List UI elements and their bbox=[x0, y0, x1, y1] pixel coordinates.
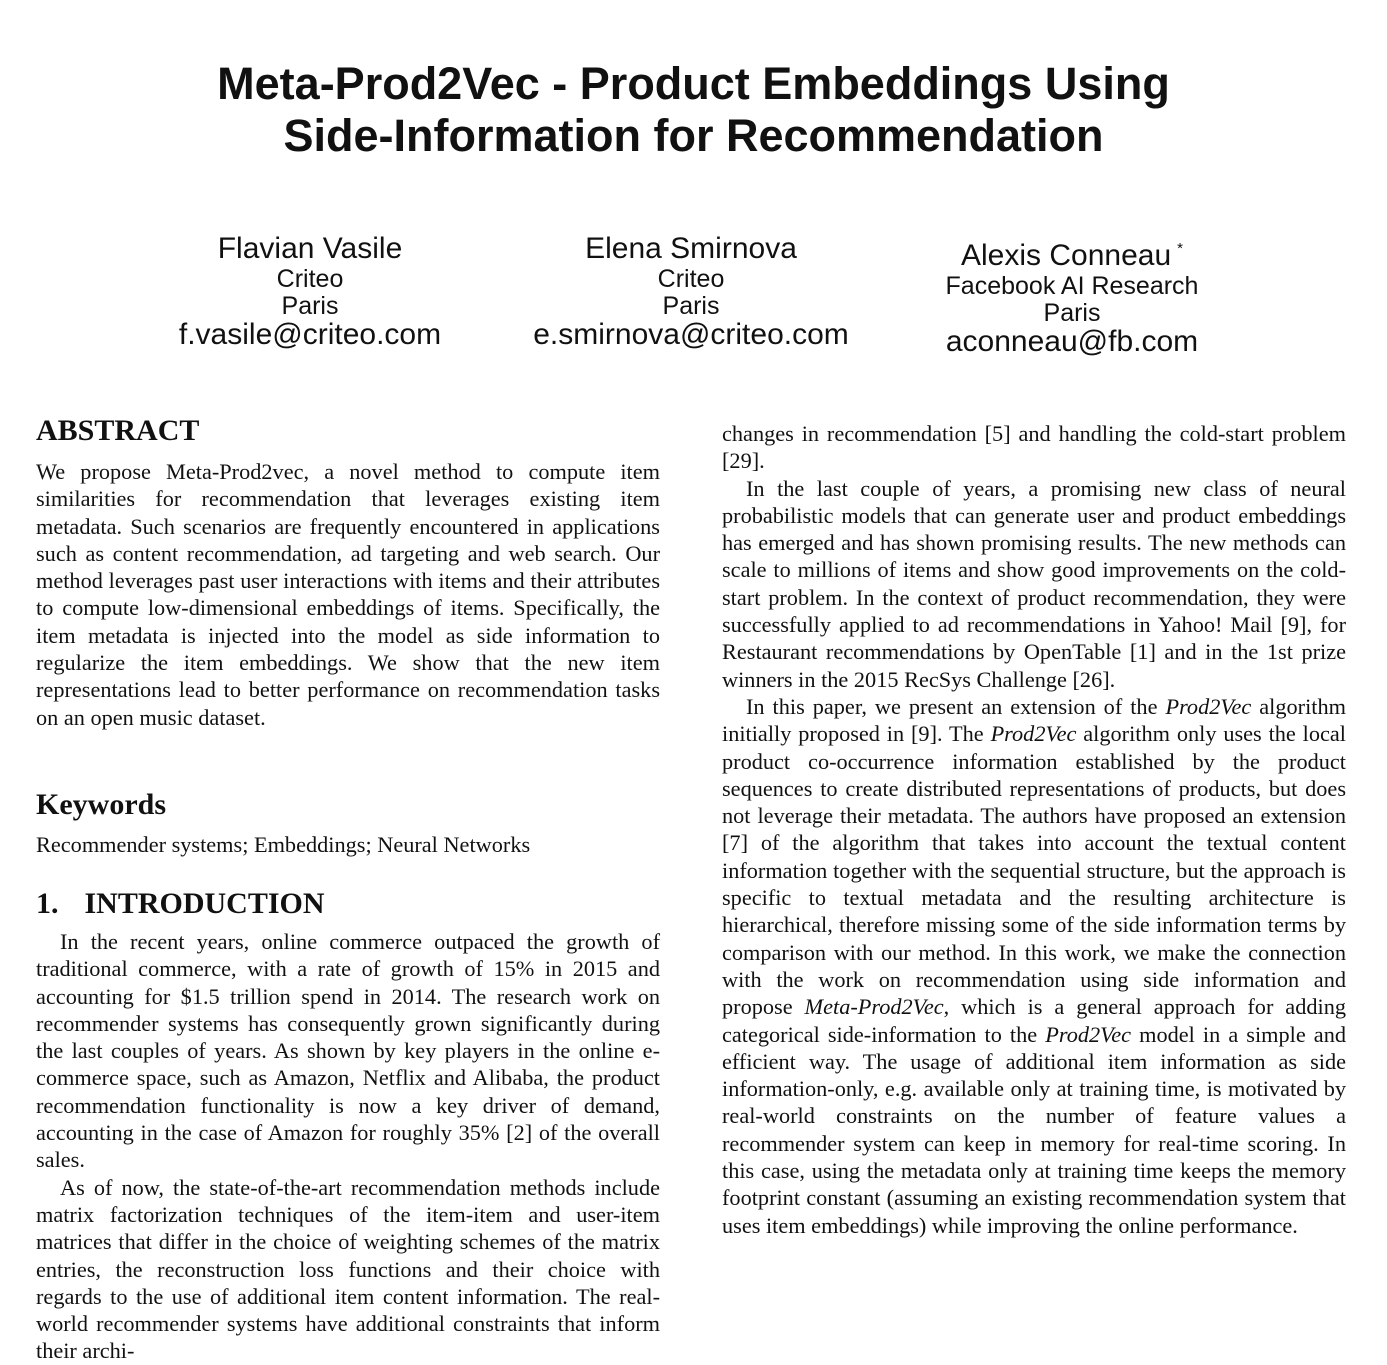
author-name: Alexis Conneau bbox=[961, 239, 1172, 272]
author-name-line bbox=[862, 232, 1282, 273]
text-run: algorithm only uses the local product co-occurrence information established by the product sequences to create distributed representations of products, but does not leverage their metadata. The authors have proposed an extension [7] of the algorithm that takes into account the textual content information together with the sequential structure, but the approach is specific to textual metadata and the resulting architecture is hierarchical, therefore missing some of the side information terms by comparison with our method. In this work, we make the connection with the work on recommendation using side information and propose bbox=[722, 721, 1346, 1020]
title-line-2: Side-Information for Recommendation bbox=[283, 110, 1104, 161]
text-run: model in a simple and efficient way. The usage of additional item information as side information-only, e.g. available only at training time, is motivated by real-world constraints on the number of feature values a recommender system can keep in memory for real-time scoring. In this case, using the metadata only at training time keeps the memory footprint constant (assuming an existing recommendation system that uses item embeddings) while improving the online performance. bbox=[722, 1021, 1346, 1238]
intro-paragraph-3: In the last couple of years, a promising new class of neural probabilistic models that can generate user and product embeddings has emerged and has shown promising results. The new methods can scale to millions of items and show good improvements on the cold-start problem. In the context of product recommendation, they were successfully applied to ad recommendations in Yahoo! Mail [9], for Restaurant recommendations by OpenTable [1] and in the 1st prize winners in the 2015 RecSys Challenge [26]. bbox=[722, 475, 1346, 692]
paper-title bbox=[0, 58, 1387, 162]
title-line-1: Meta-Prod2Vec - Product Embeddings Using bbox=[217, 58, 1170, 109]
intro-paragraph-2: As of now, the state-of-the-art recommendation methods include matrix factorization techniques of the item-item and user-item matrices that differ in the choice of weighting schemes of the matrix entries, the reconstruction loss functions and their choice with regards to the use of additional item content information. The real-world recommender systems have additional constraints that inform their archi- bbox=[36, 1174, 660, 1364]
introduction-heading bbox=[36, 887, 325, 921]
abstract-text-block bbox=[36, 458, 660, 731]
text-run: , which is a general approach for adding categorical side-information to the bbox=[722, 994, 1346, 1047]
method-name: Prod2Vec bbox=[1045, 1021, 1132, 1047]
author-email: f.vasile@criteo.com bbox=[178, 318, 442, 351]
author-affiliation: Facebook AI Research bbox=[945, 272, 1199, 300]
intro-paragraph-1: In the recent years, online commerce outpaced the growth of traditional commerce, with a rate of growth of 15% in 2015 and accounting for $1.5 trillion spend in 2014. The research work on recommender systems has consequently grown significantly during the last couples of years. As shown by key players in the online e-commerce space, such as Amazon, Netflix and Alibaba, the product recommendation functionality is now a key driver of demand, accounting in the case of Amazon for roughly 35% [2] of the overall sales. bbox=[36, 929, 660, 1173]
abstract-heading: ABSTRACT bbox=[36, 414, 200, 447]
author-block-1 bbox=[100, 232, 520, 350]
author-email: e.smirnova@criteo.com bbox=[533, 318, 849, 351]
intro-paragraph-4 bbox=[722, 693, 1346, 1239]
author-affiliation: Criteo bbox=[657, 265, 725, 293]
author-city: Paris bbox=[1043, 299, 1101, 327]
footnote-marker: * bbox=[1177, 240, 1183, 257]
author-affiliation: Criteo bbox=[276, 265, 344, 293]
section-title: INTRODUCTION bbox=[84, 887, 325, 920]
method-name: Prod2Vec bbox=[990, 721, 1077, 747]
text-run: algorithm initially proposed in [9]. The bbox=[722, 693, 1346, 747]
keywords-text: Recommender systems; Embeddings; Neural Networks bbox=[36, 832, 531, 857]
author-block-2 bbox=[481, 232, 901, 350]
author-block-3 bbox=[862, 232, 1282, 357]
text-run: In this paper, we present an extension of the bbox=[746, 693, 1166, 719]
introduction-left-text bbox=[36, 928, 660, 1364]
right-column-text bbox=[722, 420, 1346, 1239]
keywords-block bbox=[36, 831, 660, 858]
abstract-text: We propose Meta-Prod2vec, a novel method to compute item similarities for recommendation that leverages existing item metadata. Such scenarios are frequently encountered in applications such as content recommendation, ad targeting and web search. Our method leverages past user interactions with items and their attributes to compute low-dimensional embeddings of items. Specifically, the item metadata is injected into the model as side information to regularize the item embeddings. We show that the new item representations lead to better performance on recommendation tasks on an open music dataset. bbox=[36, 459, 660, 730]
author-city: Paris bbox=[662, 292, 720, 320]
author-email: aconneau@fb.com bbox=[945, 325, 1199, 358]
author-name: Flavian Vasile bbox=[217, 232, 403, 265]
section-number: 1. bbox=[36, 887, 59, 920]
method-name: Prod2Vec bbox=[1165, 693, 1252, 719]
author-city: Paris bbox=[281, 292, 339, 320]
method-name: Meta-Prod2Vec bbox=[804, 994, 944, 1020]
keywords-heading: Keywords bbox=[36, 788, 166, 821]
intro-paragraph-continued: changes in recommendation [5] and handling the cold-start problem [29]. bbox=[722, 421, 1346, 474]
author-name: Elena Smirnova bbox=[585, 232, 797, 265]
